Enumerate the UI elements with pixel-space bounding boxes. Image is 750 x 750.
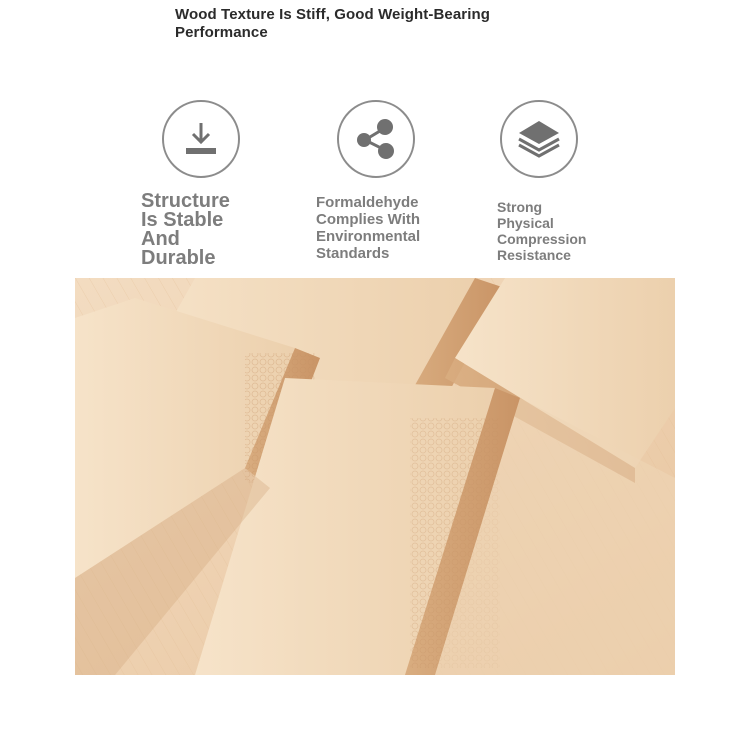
feature-label: Formaldehyde Complies With Environmental Standards <box>316 194 421 262</box>
feature-structure <box>141 100 240 269</box>
wood-planks-image <box>75 278 675 675</box>
feature-formaldehyde <box>316 100 421 262</box>
download-tray-icon <box>162 100 240 178</box>
feature-compression <box>497 100 587 263</box>
headline: Wood Texture Is Stiff, Good Weight-Bearing Performance <box>175 6 491 41</box>
share-nodes-icon <box>337 100 415 178</box>
feature-label: Strong Physical Compression Resistance <box>497 199 587 263</box>
stacked-layers-icon <box>500 100 578 178</box>
feature-label: Structure Is Stable And Durable <box>141 190 230 269</box>
